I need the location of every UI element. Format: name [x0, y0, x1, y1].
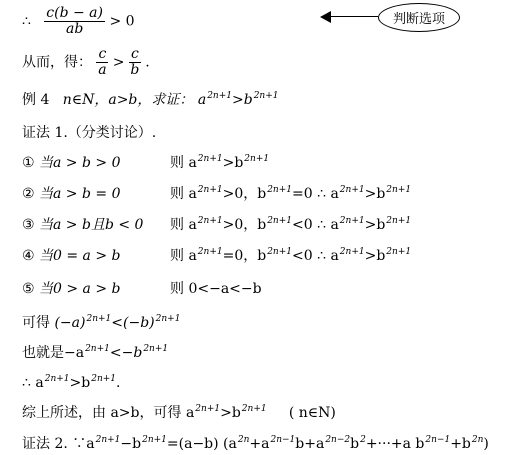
- exp: 2n+1: [95, 435, 121, 445]
- gt-b: >b: [69, 375, 91, 391]
- relation: > 0: [109, 13, 135, 30]
- exp: 2: [360, 435, 366, 445]
- case-mid: >0，b: [222, 186, 267, 202]
- case-tail: =0 ∴ a: [292, 186, 339, 202]
- case-result-lead: 则 0<−a<−b: [170, 281, 262, 297]
- line-yejiushi: [22, 346, 168, 360]
- therefore-symbol: ∴: [22, 13, 31, 30]
- case-result-lead: 则 a: [170, 217, 197, 233]
- exp: 2n+1: [197, 154, 223, 164]
- summary-prefix: 综上所述，由 a>b，可得 a: [22, 405, 195, 421]
- case-tail: <0 ∴ a: [292, 248, 339, 264]
- therefore-a: ∴ a: [22, 375, 44, 391]
- case-number: ③: [22, 217, 35, 233]
- m2-part: +b: [450, 436, 471, 452]
- exp: 2n+1: [339, 216, 365, 226]
- case-tail2: >b: [364, 217, 386, 233]
- case-result: [170, 249, 411, 263]
- example-4: [22, 93, 279, 107]
- line-therefore-fraction: [22, 6, 135, 37]
- case-mid: >b: [222, 155, 244, 171]
- case-result-lead: 则 a: [170, 186, 197, 202]
- callout-arrow-head: [320, 11, 331, 23]
- fraction-c-over-b: [129, 47, 141, 78]
- m2-part: =(a−b) (a: [166, 436, 237, 452]
- den-a: a: [98, 62, 107, 78]
- callout-arrow-line: [330, 16, 378, 17]
- exp: 2n+1: [142, 435, 167, 445]
- case-mid: =0，b: [222, 248, 267, 264]
- exp: 2n+1: [195, 404, 221, 414]
- exp: 2n+1: [85, 344, 110, 354]
- exp: 2n+1: [267, 216, 292, 226]
- period: .: [145, 54, 150, 71]
- example-label: 例 4: [22, 92, 50, 108]
- exp: 2n+1: [143, 344, 169, 354]
- exp: 2n−1: [270, 435, 296, 445]
- example-condition: n∈N，a>b，求证：: [62, 92, 194, 108]
- exp: 2n+1: [86, 314, 112, 324]
- neg-b: <(−b): [111, 315, 155, 331]
- method-1-title: 证法 1.（分类讨论）.: [22, 125, 157, 141]
- exp: 2n+1: [197, 216, 223, 226]
- case-row: [22, 281, 262, 297]
- base-b: b: [243, 92, 253, 108]
- case-condition: 当0 = a > b: [39, 248, 121, 264]
- exp: 2n+1: [267, 185, 292, 195]
- case-result-lead: 则 a: [170, 155, 197, 171]
- yejiushi-prefix: 也就是−a: [22, 345, 85, 361]
- case-condition: 当a > b > 0: [39, 155, 121, 171]
- fraction-c-over-a: [96, 47, 108, 78]
- case-result: [170, 282, 262, 296]
- case-number: ④: [22, 248, 35, 264]
- exp: 2n+1: [267, 247, 292, 257]
- conclusion-prefix: 从而，得：: [22, 54, 92, 71]
- exp: 2n−2: [325, 435, 351, 445]
- fraction-denominator: ab: [65, 21, 84, 37]
- case-tail2: >b: [364, 186, 386, 202]
- neg-a: (−a): [54, 315, 86, 331]
- case-result: [170, 218, 411, 232]
- exp: 2n+1: [155, 314, 181, 324]
- m2-part: −b: [120, 436, 142, 452]
- line-therefore-result: [22, 376, 120, 390]
- case-number: ⑤: [22, 281, 35, 297]
- exp: 2n+1: [197, 185, 223, 195]
- case-mid: >0，b: [222, 217, 267, 233]
- base-a: a: [197, 92, 207, 108]
- m2-part: ): [483, 436, 489, 452]
- exp: 2n+1: [197, 247, 223, 257]
- exp: 2n+1: [339, 185, 365, 195]
- exp: 2n+1: [244, 154, 270, 164]
- case-row: [22, 247, 412, 264]
- line-summary: [22, 406, 336, 420]
- m2-part: b+a: [295, 436, 325, 452]
- case-number: ②: [22, 186, 35, 202]
- exp: 2n+1: [241, 404, 267, 414]
- case-result: [170, 187, 411, 201]
- line-conclusion: [22, 47, 150, 78]
- exp: 2n: [471, 435, 484, 445]
- m2-part: +a: [249, 436, 270, 452]
- exp: 2n+1: [386, 247, 412, 257]
- gt-b: >b: [220, 405, 241, 421]
- den-b: b: [130, 62, 140, 78]
- m2-prefix: 证法 2. ∵a: [22, 436, 95, 452]
- m2-part: b: [350, 436, 360, 452]
- case-row: [22, 185, 412, 202]
- method-2: [22, 437, 489, 451]
- exp: 2n: [237, 435, 250, 445]
- num-c2: c: [130, 46, 139, 62]
- kede-prefix: 可得: [22, 315, 50, 331]
- exp: 2n+1: [386, 216, 412, 226]
- exp: 2n+1: [253, 91, 279, 101]
- case-result: [170, 156, 269, 170]
- case-condition: 当a > b且b < 0: [39, 217, 144, 233]
- case-number: ①: [22, 155, 35, 171]
- period: .: [116, 375, 121, 391]
- exp: 2n+1: [207, 91, 232, 101]
- gt: >: [232, 92, 244, 108]
- n-in-N: ( n∈N): [288, 405, 336, 421]
- gt-symbol: >: [112, 54, 125, 71]
- case-row: [22, 216, 412, 233]
- case-result-lead: 则 a: [170, 248, 197, 264]
- exp: 2n+1: [339, 247, 365, 257]
- case-condition: 当a > b = 0: [39, 186, 121, 202]
- exp: 2n+1: [44, 374, 70, 384]
- fraction: [44, 6, 105, 37]
- num-c: c: [98, 46, 107, 62]
- case-row: [22, 154, 270, 171]
- exp: 2n+1: [386, 185, 412, 195]
- exp: 2n−1: [425, 435, 451, 445]
- exp: 2n+1: [91, 374, 117, 384]
- case-condition: 当0 > a > b: [39, 281, 121, 297]
- rel: <−b: [109, 345, 143, 361]
- m2-part: +···+a b: [365, 436, 425, 452]
- line-kede: [22, 316, 180, 330]
- callout-label: 判断选项: [378, 3, 460, 32]
- fraction-numerator: c(b − a): [46, 5, 103, 21]
- case-tail2: >b: [364, 248, 386, 264]
- case-tail: <0 ∴ a: [292, 217, 339, 233]
